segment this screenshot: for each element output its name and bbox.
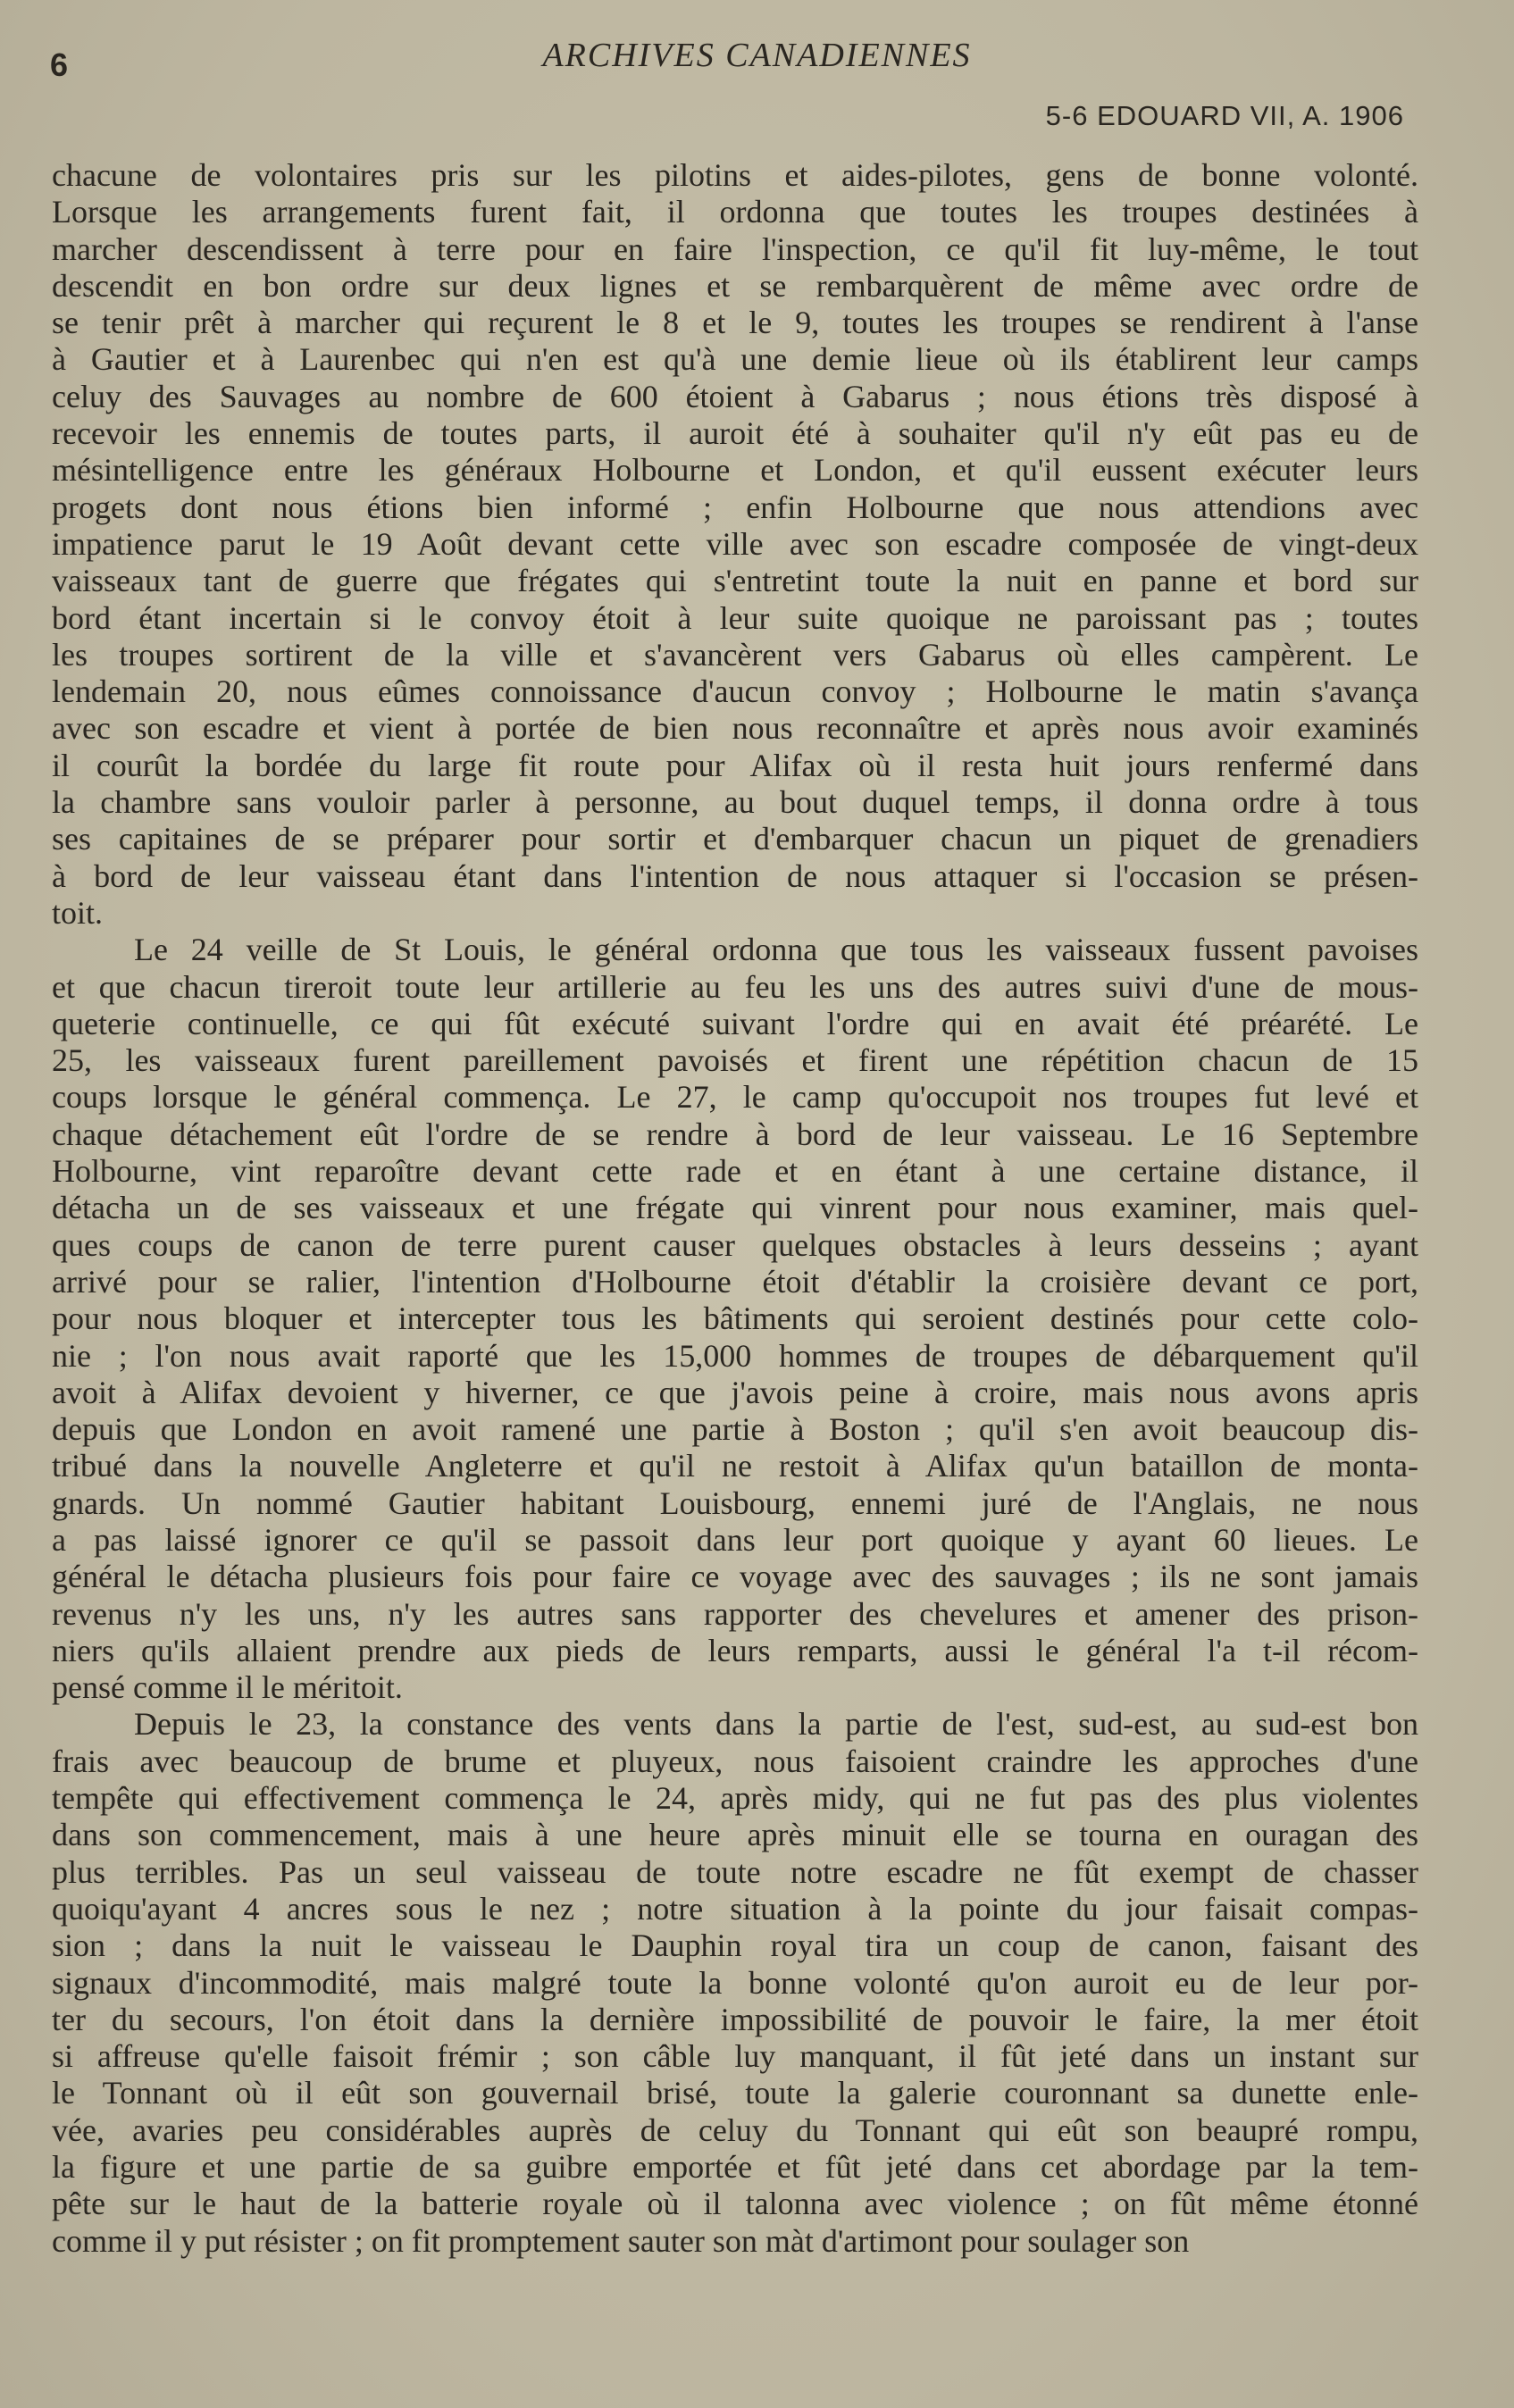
text-line: mésintelligence entre les généraux Holbourne et London, et qu'il eussent exécuter leurs: [52, 452, 1418, 489]
text-line: tempête qui effectivement commença le 24, après midy, qui ne fut pas des plus violentes: [52, 1780, 1418, 1817]
text-line: lendemain 20, nous eûmes connoissance d'aucun convoy ; Holbourne le matin s'avança: [52, 673, 1418, 710]
text-line: pensé comme il le méritoit.: [52, 1669, 403, 1706]
text-line: les troupes sortirent de la ville et s'avancèrent vers Gabarus où elles campèrent. Le: [52, 636, 1418, 673]
text-line: depuis que London en avoit ramené une partie à Boston ; qu'il s'en avoit beaucoup dis-: [52, 1411, 1418, 1448]
text-line: la figure et une partie de sa guibre emportée et fût jeté dans cet abordage par la tem-: [52, 2149, 1418, 2186]
text-line: et que chacun tireroit toute leur artillerie au feu les uns des autres suivi d'une de mous-: [52, 968, 1418, 1005]
text-line: celuy des Sauvages au nombre de 600 étoient à Gabarus ; nous étions très disposé à: [52, 378, 1418, 414]
text-line: chaque détachement eût l'ordre de se rendre à bord de leur vaisseau. Le 16 Septembre: [52, 1116, 1418, 1152]
text-line: toit.: [52, 894, 104, 931]
text-line: avoit à Alifax devoient y hiverner, ce que j'avois peine à croire, mais nous avons apris: [52, 1374, 1418, 1410]
text-line: ques coups de canon de terre purent causer quelques obstacles à leurs desseins ; ayant: [52, 1226, 1418, 1263]
text-line: Le 24 veille de St Louis, le général ordonna que tous les vaisseaux fussent pavoises: [134, 932, 1418, 968]
text-line: se tenir prêt à marcher qui reçurent le 8 et le 9, toutes les troupes se rendirent à l'anse: [52, 305, 1418, 341]
running-title: ARCHIVES CANADIENNES: [542, 37, 972, 74]
text-line: a pas laissé ignorer ce qu'il se passoit dans leur port quoique y ayant 60 lieues. Le: [52, 1521, 1418, 1558]
text-line: tribué dans la nouvelle Angleterre et qu'il ne restoit à Alifax qu'un bataillon de monta-: [52, 1448, 1418, 1484]
text-line: quoiqu'ayant 4 ancres sous le nez ; notre situation à la pointe du jour faisait compas-: [52, 1890, 1418, 1927]
text-line: le Tonnant où il eût son gouvernail brisé, toute la galerie couronnant sa dunette enle-: [52, 2075, 1418, 2111]
text-line: descendit en bon ordre sur deux lignes et se rembarquèrent de même avec ordre de: [52, 267, 1418, 304]
page-number: 6: [50, 46, 69, 83]
text-line: signaux d'incommodité, mais malgré toute la bonne volonté qu'on auroit eu de leur por-: [52, 1964, 1418, 2001]
text-line: plus terribles. Pas un seul vaisseau de toute notre escadre ne fût exempt de chasser: [52, 1853, 1418, 1890]
text-line: avec son escadre et vient à portée de bien nous reconnaître et après nous avoir examinés: [52, 710, 1418, 747]
text-line: pête sur le haut de la batterie royale où il talonna avec violence ; on fût même étonné: [52, 2186, 1418, 2222]
text-line: à bord de leur vaisseau étant dans l'intention de nous attaquer si l'occasion se présen-: [52, 857, 1418, 894]
text-line: frais avec beaucoup de brume et pluyeux, nous faisoient craindre les approches d'une: [52, 1743, 1418, 1779]
text-line: Depuis le 23, la constance des vents dans la partie de l'est, sud-est, au sud-est bon: [134, 1706, 1418, 1743]
text-line: niers qu'ils allaient prendre aux pieds de leurs remparts, aussi le général l'a t-il récom-: [52, 1632, 1418, 1668]
text-line: à Gautier et à Laurenbec qui n'en est qu'à une demie lieue où ils établirent leur camps: [52, 341, 1418, 378]
text-line: queterie continuelle, ce qui fût exécuté suivant l'ordre qui en avait été préarété. Le: [52, 1005, 1418, 1041]
text-line: coups lorsque le général commença. Le 27, le camp qu'occupoit nos troupes fut levé et: [52, 1079, 1418, 1116]
text-line: ter du secours, l'on étoit dans la dernière impossibilité de pouvoir le faire, la mer étoit: [52, 2001, 1418, 2037]
text-line: arrivé pour se ralier, l'intention d'Holbourne étoit d'établir la croisière devant ce port,: [52, 1263, 1418, 1300]
text-line: il courût la bordée du large fit route pour Alifax où il resta huit jours renfermé dans: [52, 747, 1418, 783]
text-line: impatience parut le 19 Août devant cette ville avec son escadre composée de vingt-deux: [52, 525, 1418, 562]
text-line: bord étant incertain si le convoy étoit à leur suite quoique ne paroissant pas ; toutes: [52, 599, 1418, 636]
text-line: la chambre sans vouloir parler à personne, au bout duquel temps, il donna ordre à tous: [52, 784, 1418, 821]
text-line: progets dont nous étions bien informé ; enfin Holbourne que nous attendions avec: [52, 489, 1418, 525]
text-line: recevoir les ennemis de toutes parts, il auroit été à souhaiter qu'il n'y eût pas eu de: [52, 415, 1418, 452]
text-line: Holbourne, vint reparoître devant cette rade et en étant à une certaine distance, il: [52, 1153, 1418, 1190]
body-text: [52, 157, 1418, 2260]
text-line: comme il y put résister ; on fit promptement sauter son màt d'artimont pour soulager son: [52, 2222, 1190, 2259]
text-line: si affreuse qu'elle faisoit frémir ; son câble luy manquant, il fût jeté dans un instant sur: [52, 2038, 1418, 2075]
text-line: vée, avaries peu considérables auprès de celuy du Tonnant qui eût son beaupré rompu,: [52, 2111, 1418, 2148]
text-line: marcher descendissent à terre pour en faire l'inspection, ce qu'il fit luy-même, le tout: [52, 230, 1418, 267]
text-line: ses capitaines de se préparer pour sortir et d'embarquer chacun un piquet de grenadiers: [52, 821, 1418, 857]
text-line: pour nous bloquer et intercepter tous les bâtiments qui seroient destinés pour cette colo-: [52, 1300, 1418, 1337]
text-line: Lorsque les arrangements furent fait, il ordonna que toutes les troupes destinées à: [52, 194, 1418, 230]
text-line: vaisseaux tant de guerre que frégates qui s'entretint toute la nuit en panne et bord sur: [52, 563, 1418, 599]
text-line: chacune de volontaires pris sur les pilotins et aides-pilotes, gens de bonne volonté.: [52, 157, 1418, 193]
text-line: gnards. Un nommé Gautier habitant Louisbourg, ennemi juré de l'Anglais, ne nous: [52, 1484, 1418, 1521]
text-line: sion ; dans la nuit le vaisseau le Dauphin royal tira un coup de canon, faisant des: [52, 1927, 1418, 1964]
text-line: revenus n'y les uns, n'y les autres sans rapporter des chevelures et amener des prison-: [52, 1595, 1418, 1632]
text-line: général le détacha plusieurs fois pour faire ce voyage avec des sauvages ; ils ne sont jamais: [52, 1559, 1418, 1595]
text-line: détacha un de ses vaisseaux et une frégate qui vinrent pour nous examiner, mais quel-: [52, 1190, 1418, 1226]
text-line: 25, les vaisseaux furent pareillement pavoisés et firent une répétition chacun de 15: [52, 1042, 1418, 1079]
text-line: nie ; l'on nous avait raporté que les 15,000 hommes de troupes de débarquement qu'il: [52, 1337, 1418, 1374]
session-label: 5-6 EDOUARD VII, A. 1906: [1045, 100, 1404, 131]
text-line: dans son commencement, mais à une heure après minuit elle se tourna en ouragan des: [52, 1817, 1418, 1853]
